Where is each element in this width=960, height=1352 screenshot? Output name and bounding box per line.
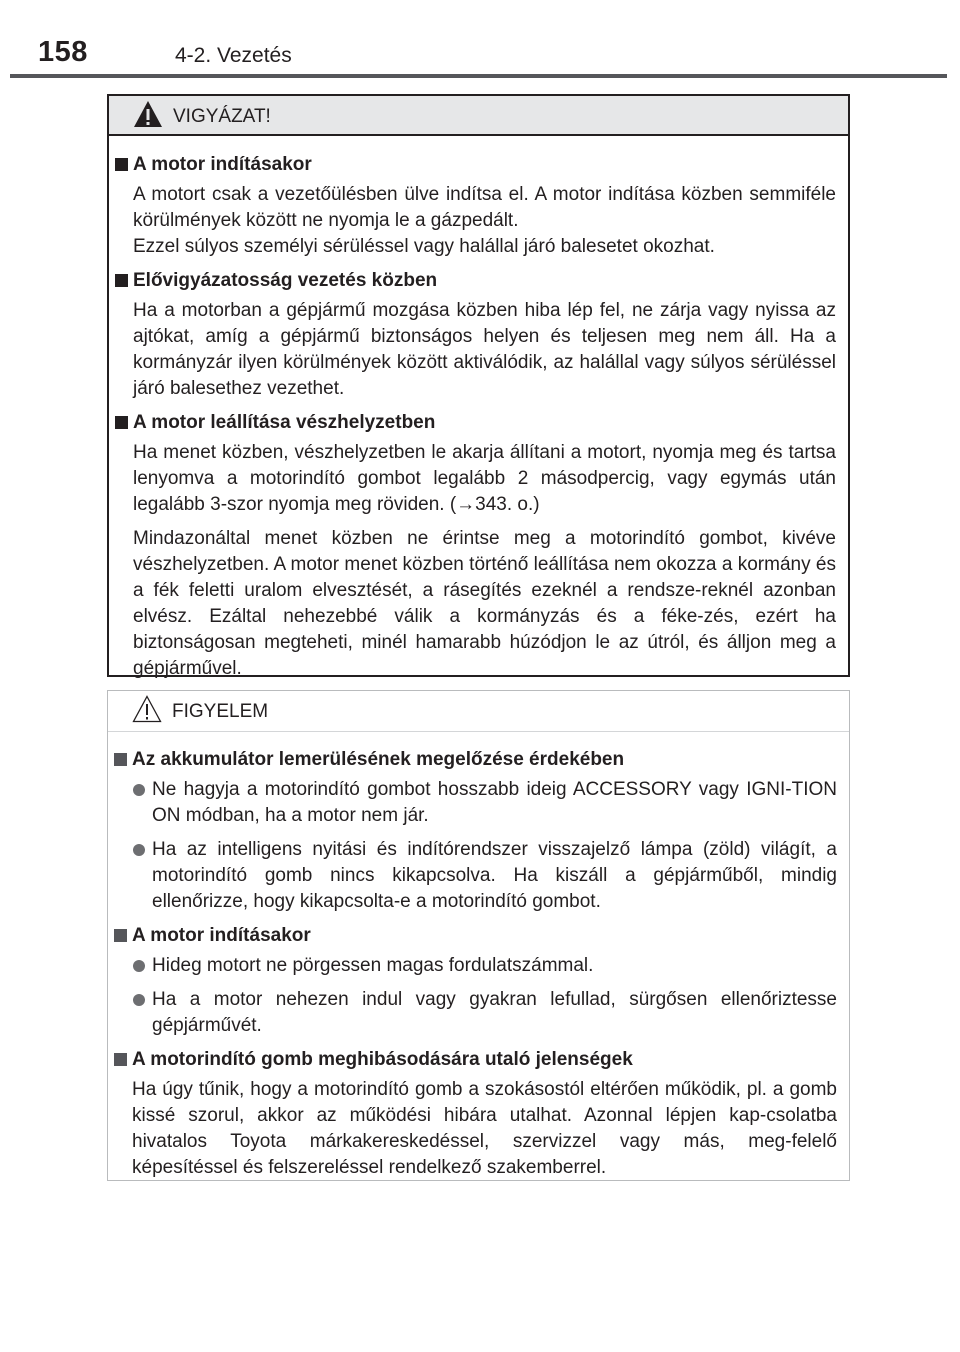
caution-item-title: Az akkumulátor lemerülésének megelőzése érdekében xyxy=(108,747,837,773)
caution-box-header xyxy=(108,691,849,732)
round-bullet-icon xyxy=(133,784,145,796)
caution-item-title: A motor indításakor xyxy=(108,923,837,949)
warning-item-text: Ha menet közben, vészhelyzetben le akarja állítani a motort, nyomja meg és tartsa lenyomva a motorindító gombot legalább 2 másodpercig, vagy egymás után legalább 3-szor nyomja meg röviden. (→343. o.) xyxy=(133,442,836,515)
caution-body xyxy=(108,732,849,1181)
caution-box xyxy=(107,690,850,1181)
caution-triangle-icon xyxy=(132,695,162,723)
warning-triangle-icon xyxy=(133,100,163,128)
page-header xyxy=(0,0,960,80)
caution-label: FIGYELEM xyxy=(172,701,269,722)
caution-bullet: Ne hagyja a motorindító gombot hosszabb ideig ACCESSORY vagy IGNI-TION ON módban, ha a motor nem jár. xyxy=(132,777,837,829)
warning-item-title: A motor indításakor xyxy=(109,152,836,178)
warning-item-title: A motor leállítása vészhelyzetben xyxy=(109,410,836,436)
page-number: 158 xyxy=(38,36,88,68)
square-bullet-icon xyxy=(115,274,128,287)
section-title: 4-2. Vezetés xyxy=(175,44,292,67)
square-bullet-icon xyxy=(114,929,127,942)
square-bullet-icon xyxy=(114,753,127,766)
warning-box xyxy=(107,94,850,677)
warning-body xyxy=(109,136,848,682)
square-bullet-icon xyxy=(115,158,128,171)
round-bullet-icon xyxy=(133,844,145,856)
caution-bullet: Ha az intelligens nyitási és indítórendszer visszajelző lámpa (zöld) világít, a motorindító gomb nincs kikapcsolva. Ha kiszáll a gépjárműből, mindig ellenőrizze, hogy kikapcsolta-e a motorindító gombot. xyxy=(132,837,837,915)
caution-item-title: A motorindító gomb meghibásodására utaló jelenségek xyxy=(108,1047,837,1073)
caution-item-text: Ha úgy tűnik, hogy a motorindító gomb a szokásostól eltérően működik, pl. a gomb kissé szorul, akkor az működési hibára utalhat. Azonnal lépjen kap-csolatba hivatalos Toyota márkakereskedéssel, szervizzel vagy más, meg-felelő képesítéssel és felszereléssel rendelkező szakemberrel. xyxy=(132,1079,837,1178)
warning-item-text: Ha a motorban a gépjármű mozgása közben hiba lép fel, ne zárja vagy nyissa az ajtókat, amíg a gépjármű biztonságos helyen és teljesen meg nem áll. Ha a kormányzár ilyen körülmények között aktiválódik, az halállal vagy súlyos sérüléssel járó balesethez vezethet. xyxy=(133,300,836,399)
header-divider xyxy=(10,74,947,78)
warning-label: VIGYÁZAT! xyxy=(173,106,271,127)
warning-item-title: Elővigyázatosság vezetés közben xyxy=(109,268,836,294)
warning-item-text: A motort csak a vezetőülésben ülve indítsa el. A motor indítása közben semmiféle körülmények között ne nyomja le a gázpedált. Ezzel súlyos személyi sérüléssel vagy halállal járó balesetet okozhat. xyxy=(133,184,836,257)
round-bullet-icon xyxy=(133,960,145,972)
warning-box-header xyxy=(109,96,848,136)
caution-bullet: Hideg motort ne pörgessen magas fordulatszámmal. xyxy=(132,953,837,979)
caution-bullet: Ha a motor nehezen indul vagy gyakran lefullad, sürgősen ellenőriztesse gépjárművét. xyxy=(132,987,837,1039)
square-bullet-icon xyxy=(115,416,128,429)
square-bullet-icon xyxy=(114,1053,127,1066)
warning-item-text: Mindazonáltal menet közben ne érintse meg a motorindító gombot, kivéve vészhelyzetben. A motor menet közben történő leállítása nem okozza a kormány és a fék feletti uralom elvesztését, a rásegítés ezeknél a rendsze-reknél azonban elvész. Ezáltal nehezebbé válik a kormányzás és a féke-zés, ezért ha biztonságosan megteheti, minél hamarabb húzódjon le az útról, és álljon meg a gépjárművel. xyxy=(133,528,836,679)
round-bullet-icon xyxy=(133,994,145,1006)
